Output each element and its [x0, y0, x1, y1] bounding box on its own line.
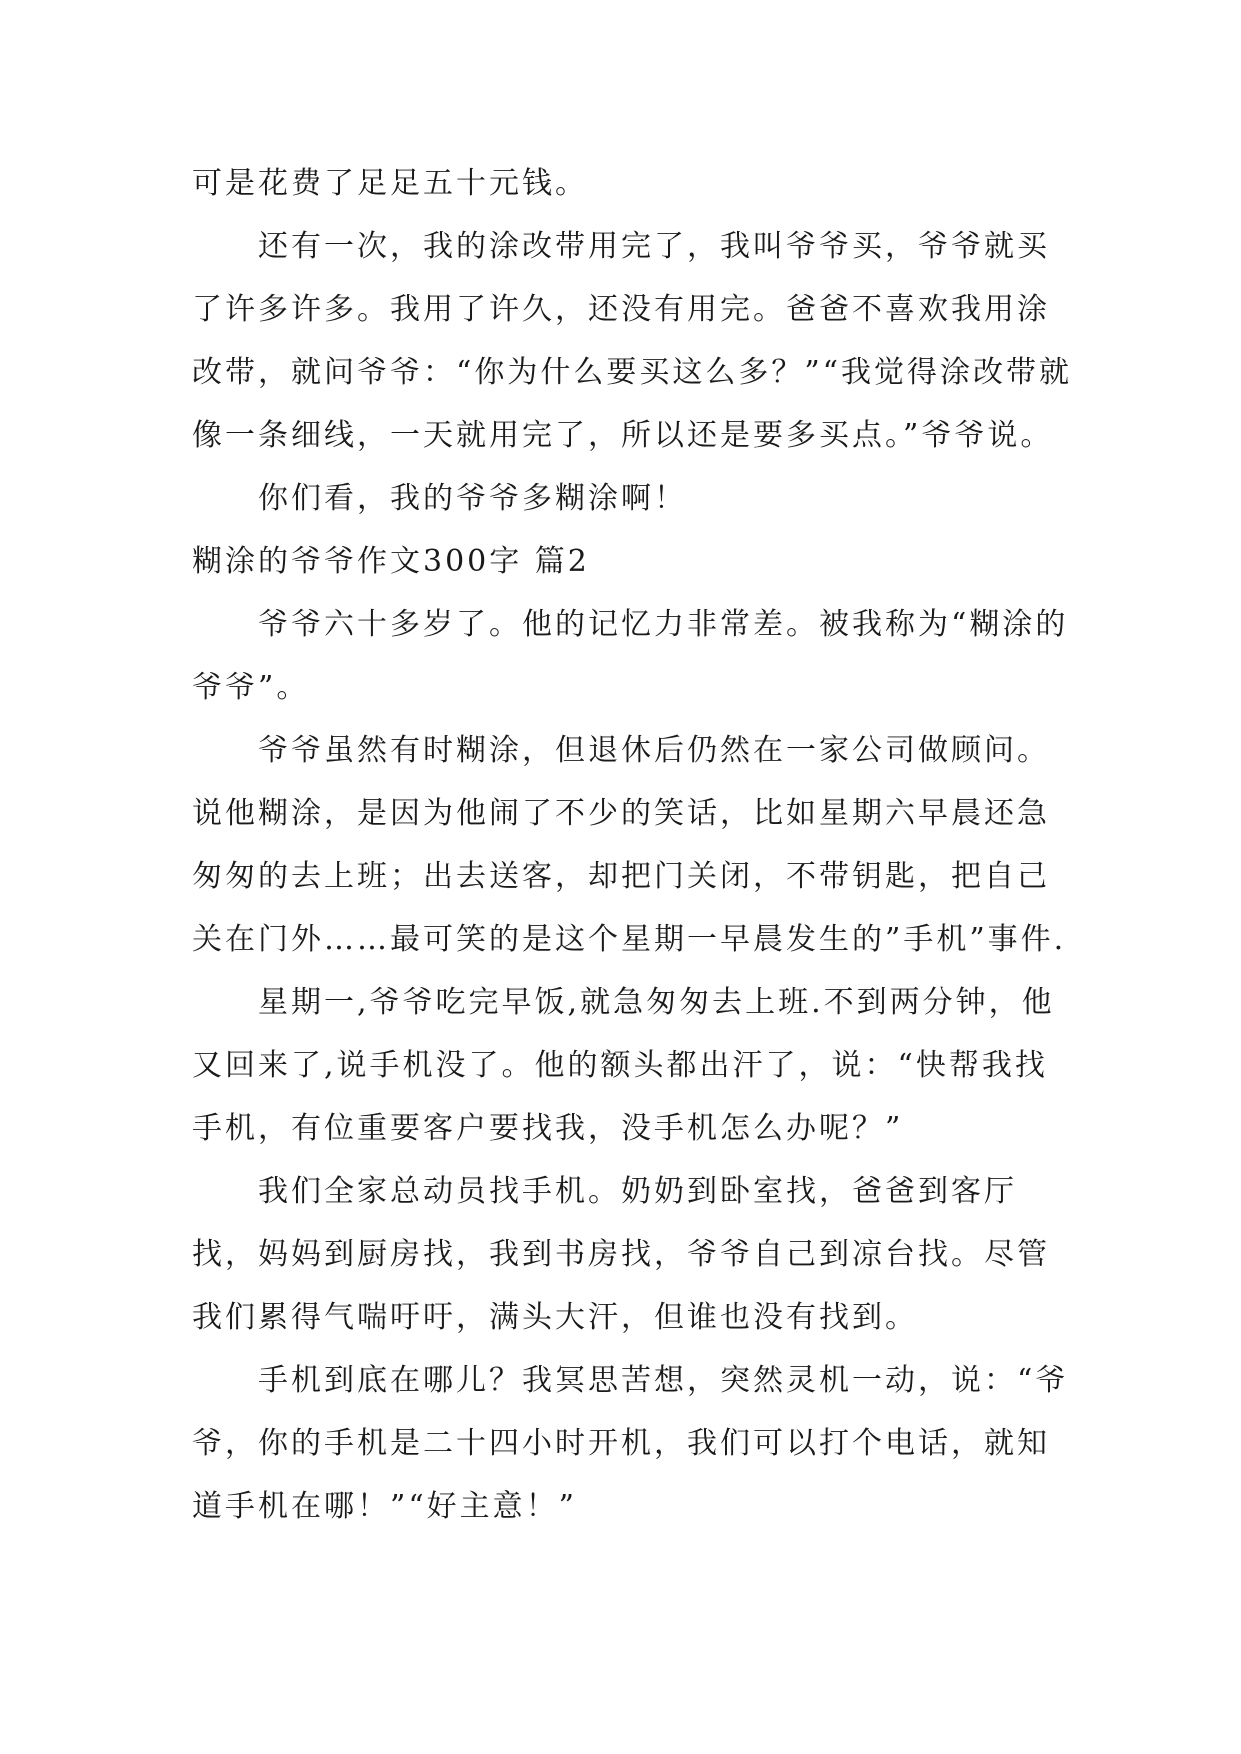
paragraph: 你们看，我的爷爷多糊涂啊！: [258, 481, 687, 516]
paragraph-continuation: 可是花费了足足五十元钱。: [192, 166, 588, 201]
paragraph: 爷爷六十多岁了。他的记忆力非常差。被我称为“糊涂的爷爷”。: [192, 607, 1069, 705]
paragraph: 手机到底在哪儿？我冥思苦想，突然灵机一动，说：“爷爷，你的手机是二十四小时开机，我们可以打个电话，就知道手机在哪！”“好主意！”: [192, 1363, 1069, 1524]
paragraph: 爷爷虽然有时糊涂，但退休后仍然在一家公司做顾问。说他糊涂，是因为他闹了不少的笑话，比如星期六早晨还急匆匆的去上班；出去送客，却把门关闭，不带钥匙，把自己关在门外……最可笑的是这个星期一早晨发生的”手机”事件.: [192, 733, 1067, 957]
paragraph: 还有一次，我的涂改带用完了，我叫爷爷买，爷爷就买了许多许多。我用了许久，还没有用完。爸爸不喜欢我用涂改带，就问爷爷：“你为什么要买这么多？”“我觉得涂改带就像一条细线，一天就用完了，所以还是要多买点。”爷爷说。: [192, 229, 1073, 453]
document-body: [192, 152, 1072, 1538]
paragraph: 我们全家总动员找手机。奶奶到卧室找，爸爸到客厅找，妈妈到厨房找，我到书房找，爷爷自己到凉台找。尽管我们累得气喘吁吁，满头大汗，但谁也没有找到。: [192, 1174, 1050, 1335]
paragraph: 星期一,爷爷吃完早饭,就急匆匆去上班.不到两分钟，他又回来了,说手机没了。他的额头都出汗了，说：“快帮我找手机，有位重要客户要找我，没手机怎么办呢？”: [192, 985, 1055, 1146]
section-heading: 糊涂的爷爷作文300字 篇2: [192, 544, 590, 579]
